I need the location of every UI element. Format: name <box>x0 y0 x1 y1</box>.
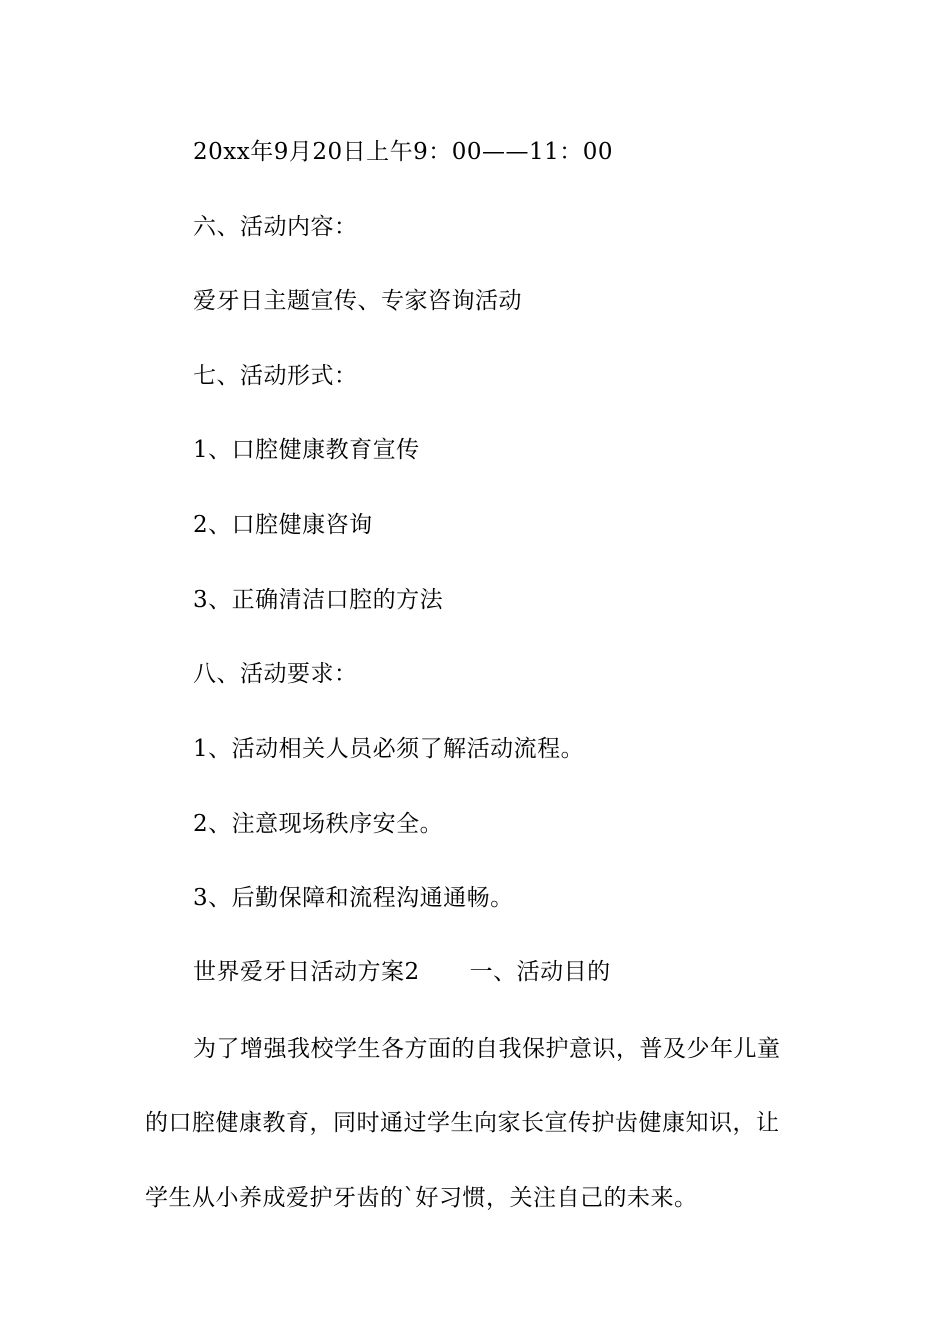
plan2-title-line <box>193 957 611 987</box>
plan2-paragraph-line: 学生从小养成爱护牙齿的`好习惯，关注自己的未来。 <box>145 1185 698 1211</box>
plan2-paragraph-line: 为了增强我校学生各方面的自我保护意识，普及少年儿童 <box>193 1036 781 1062</box>
section-7-item: 3、正确清洁口腔的方法 <box>193 587 444 613</box>
section-6-body: 爱牙日主题宣传、专家咨询活动 <box>193 288 522 314</box>
section-8-item: 3、后勤保障和流程沟通通畅。 <box>193 885 514 911</box>
plan2-title: 世界爱牙日活动方案2 <box>193 959 420 985</box>
plan2-paragraph-line: 的口腔健康教育，同时通过学生向家长宣传护齿健康知识，让 <box>145 1110 780 1136</box>
section-7-item: 1、口腔健康教育宣传 <box>193 437 420 463</box>
section-8-item: 2、注意现场秩序安全。 <box>193 811 444 837</box>
section-8-item: 1、活动相关人员必须了解活动流程。 <box>193 736 585 762</box>
section-7-heading: 七、活动形式： <box>193 363 358 389</box>
section-6-heading: 六、活动内容： <box>193 214 358 240</box>
section-8-heading: 八、活动要求： <box>193 661 358 687</box>
activity-time: 20xx年9月20日上午9：00——11：00 <box>193 139 614 165</box>
section-7-item: 2、口腔健康咨询 <box>193 512 373 538</box>
plan2-section-1-heading: 一、活动目的 <box>469 959 611 985</box>
